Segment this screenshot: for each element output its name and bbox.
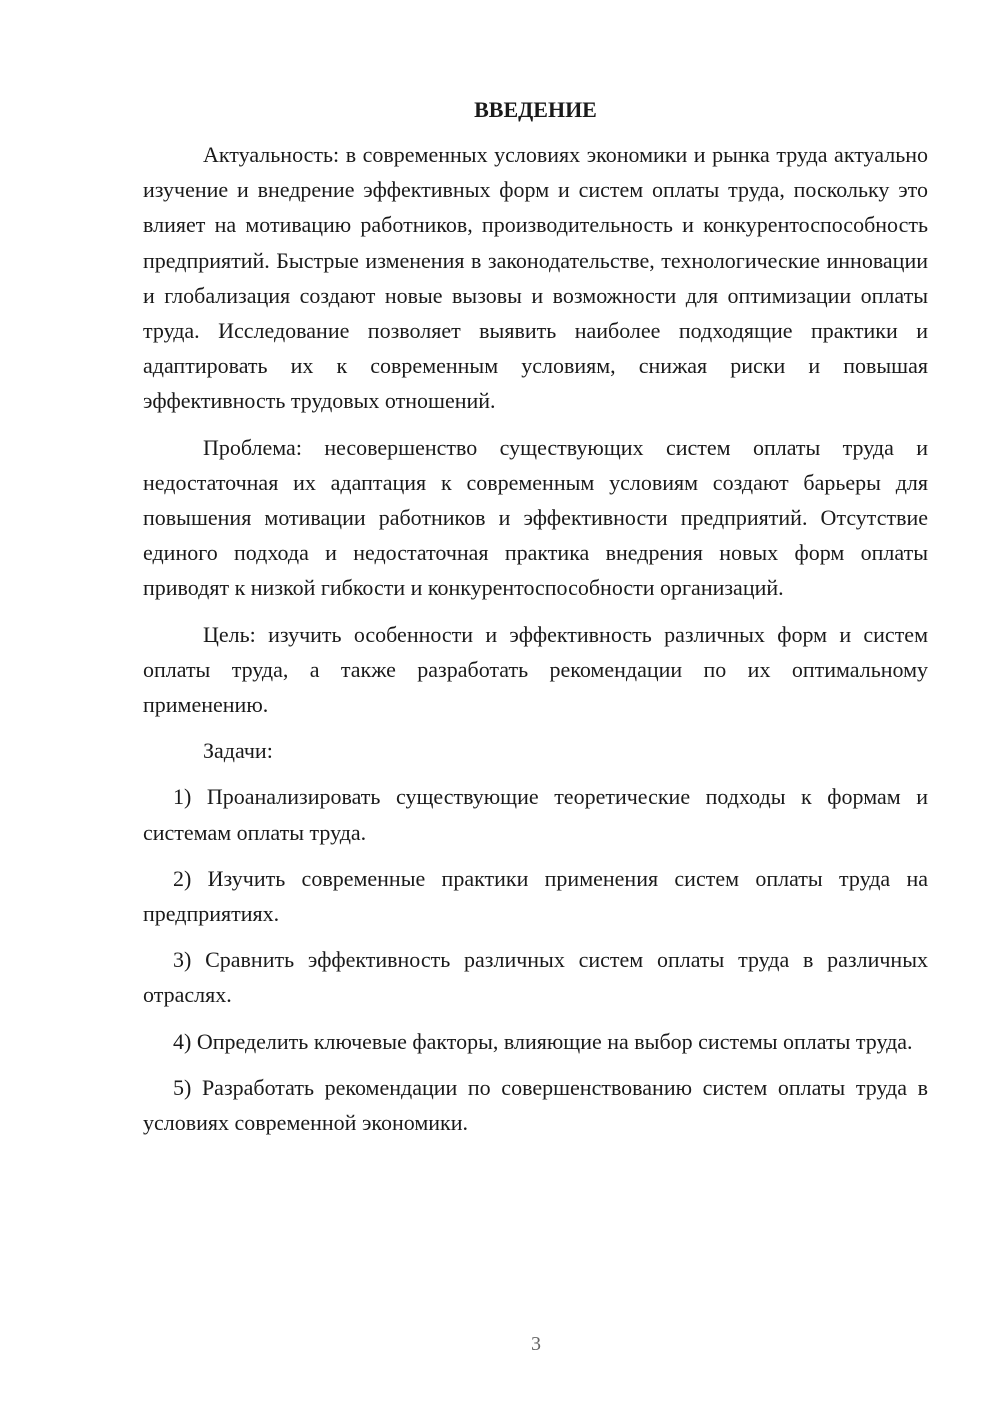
paragraph-goal: Цель: изучить особенности и эффективность различных форм и систем оплаты труда, а также разработать рекомендации по их оптимальному применению.: [143, 621, 928, 718]
page-content: [143, 92, 928, 1140]
task-item: 4) Определить ключевые факторы, влияющие на выбор системы оплаты труда.: [173, 1028, 913, 1054]
paragraph-relevance: Актуальность: в современных условиях экономики и рынка труда актуально изучение и внедрение эффективных форм и систем оплаты труда, поскольку это влияет на мотивацию работников, производительность и конкурентоспособность предприятий. Быстрые изменения в законодательстве, технологические инновации и глобализация создают новые вызовы и возможности для оптимизации оплаты труда. Исследование позволяет выявить наиболее подходящие практики и адаптировать их к современным условиям, снижая риски и повышая эффективность трудовых отношений.: [143, 142, 928, 414]
task-item: 5) Разработать рекомендации по совершенствованию систем оплаты труда в условиях современной экономики.: [143, 1074, 928, 1136]
task-item: 2) Изучить современные практики применения систем оплаты труда на предприятиях.: [143, 865, 928, 927]
tasks-heading: Задачи:: [203, 738, 273, 764]
page-title: ВВЕДЕНИЕ: [474, 97, 597, 122]
task-item: 3) Сравнить эффективность различных систем оплаты труда в различных отраслях.: [143, 947, 928, 1008]
page-number: 3: [531, 1333, 541, 1355]
paragraph-problem: Проблема: несовершенство существующих систем оплаты труда и недостаточная их адаптация к современным условиям создают барьеры для повышения мотивации работников и эффективности предприятий. Отсутствие единого подхода и недостаточная практика внедрения новых форм оплаты приводят к низкой гибкости и конкурентоспособности организаций.: [143, 434, 928, 601]
task-item: 1) Проанализировать существующие теоретические подходы к формам и системам оплаты труда.: [143, 784, 928, 845]
